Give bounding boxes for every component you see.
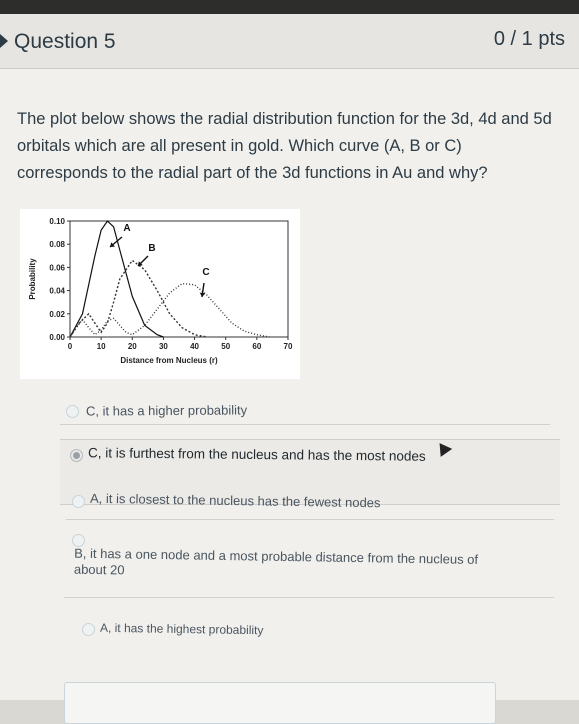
option-radio-1[interactable] xyxy=(66,405,79,418)
option-divider xyxy=(60,424,550,425)
x-tick-label: 30 xyxy=(158,342,168,351)
y-axis-label: Probability xyxy=(28,258,37,300)
question-header xyxy=(0,14,579,69)
y-tick-label: 0.02 xyxy=(49,309,65,319)
annotation-label: A xyxy=(123,223,131,234)
x-tick-label: 70 xyxy=(283,342,293,351)
x-tick-label: 40 xyxy=(190,342,200,351)
option-label-2[interactable]: C, it is furthest from the nucleus and has the most nodes xyxy=(87,445,426,464)
radial-distribution-chart xyxy=(20,209,300,379)
y-tick-label: 0.08 xyxy=(49,240,65,250)
x-tick-label: 0 xyxy=(67,342,73,351)
option-label-1[interactable]: C, it has a higher probability xyxy=(85,402,248,419)
y-tick-label: 0.00 xyxy=(49,333,65,342)
y-tick-label: 0.06 xyxy=(49,263,65,273)
x-tick-label: 50 xyxy=(221,342,231,351)
x-tick-label: 60 xyxy=(252,342,262,351)
option-radio-2[interactable] xyxy=(70,449,83,462)
question-card xyxy=(0,14,579,700)
option-label-5[interactable]: A, it has the highest probability xyxy=(99,620,264,638)
chart-svg xyxy=(20,209,300,379)
option-divider xyxy=(66,519,554,520)
comment-box[interactable] xyxy=(64,682,496,724)
x-tick-label: 20 xyxy=(127,342,137,351)
question-title: Question 5 xyxy=(14,30,116,53)
x-axis-label: Distance from Nucleus (r) xyxy=(120,356,218,365)
flag-icon xyxy=(0,34,8,48)
y-tick-label: 0.10 xyxy=(49,217,65,226)
x-tick-label: 10 xyxy=(96,342,106,351)
annotation-label: B xyxy=(148,243,156,254)
option-radio-5[interactable] xyxy=(82,623,95,636)
option-divider xyxy=(64,597,554,598)
annotation-label: C xyxy=(202,267,210,278)
option-label-3[interactable]: A, it is closest to the nucleus has the fewest nodes xyxy=(89,490,381,511)
y-tick-label: 0.04 xyxy=(49,286,65,296)
top-bar xyxy=(0,0,579,14)
points-label: 0 / 1 pts xyxy=(493,28,565,50)
question-text: The plot below shows the radial distribution function for the 3d, 4d and 5d orbitals which are all present in gold. Which curve (A, B or C) corresponds to the radial part of the 3d functions in Au and why? xyxy=(17,110,552,182)
option-label-4[interactable]: B, it has a one node and a most probable distance from the nucleus of about 20 xyxy=(73,545,479,578)
option-radio-3[interactable] xyxy=(72,495,85,508)
